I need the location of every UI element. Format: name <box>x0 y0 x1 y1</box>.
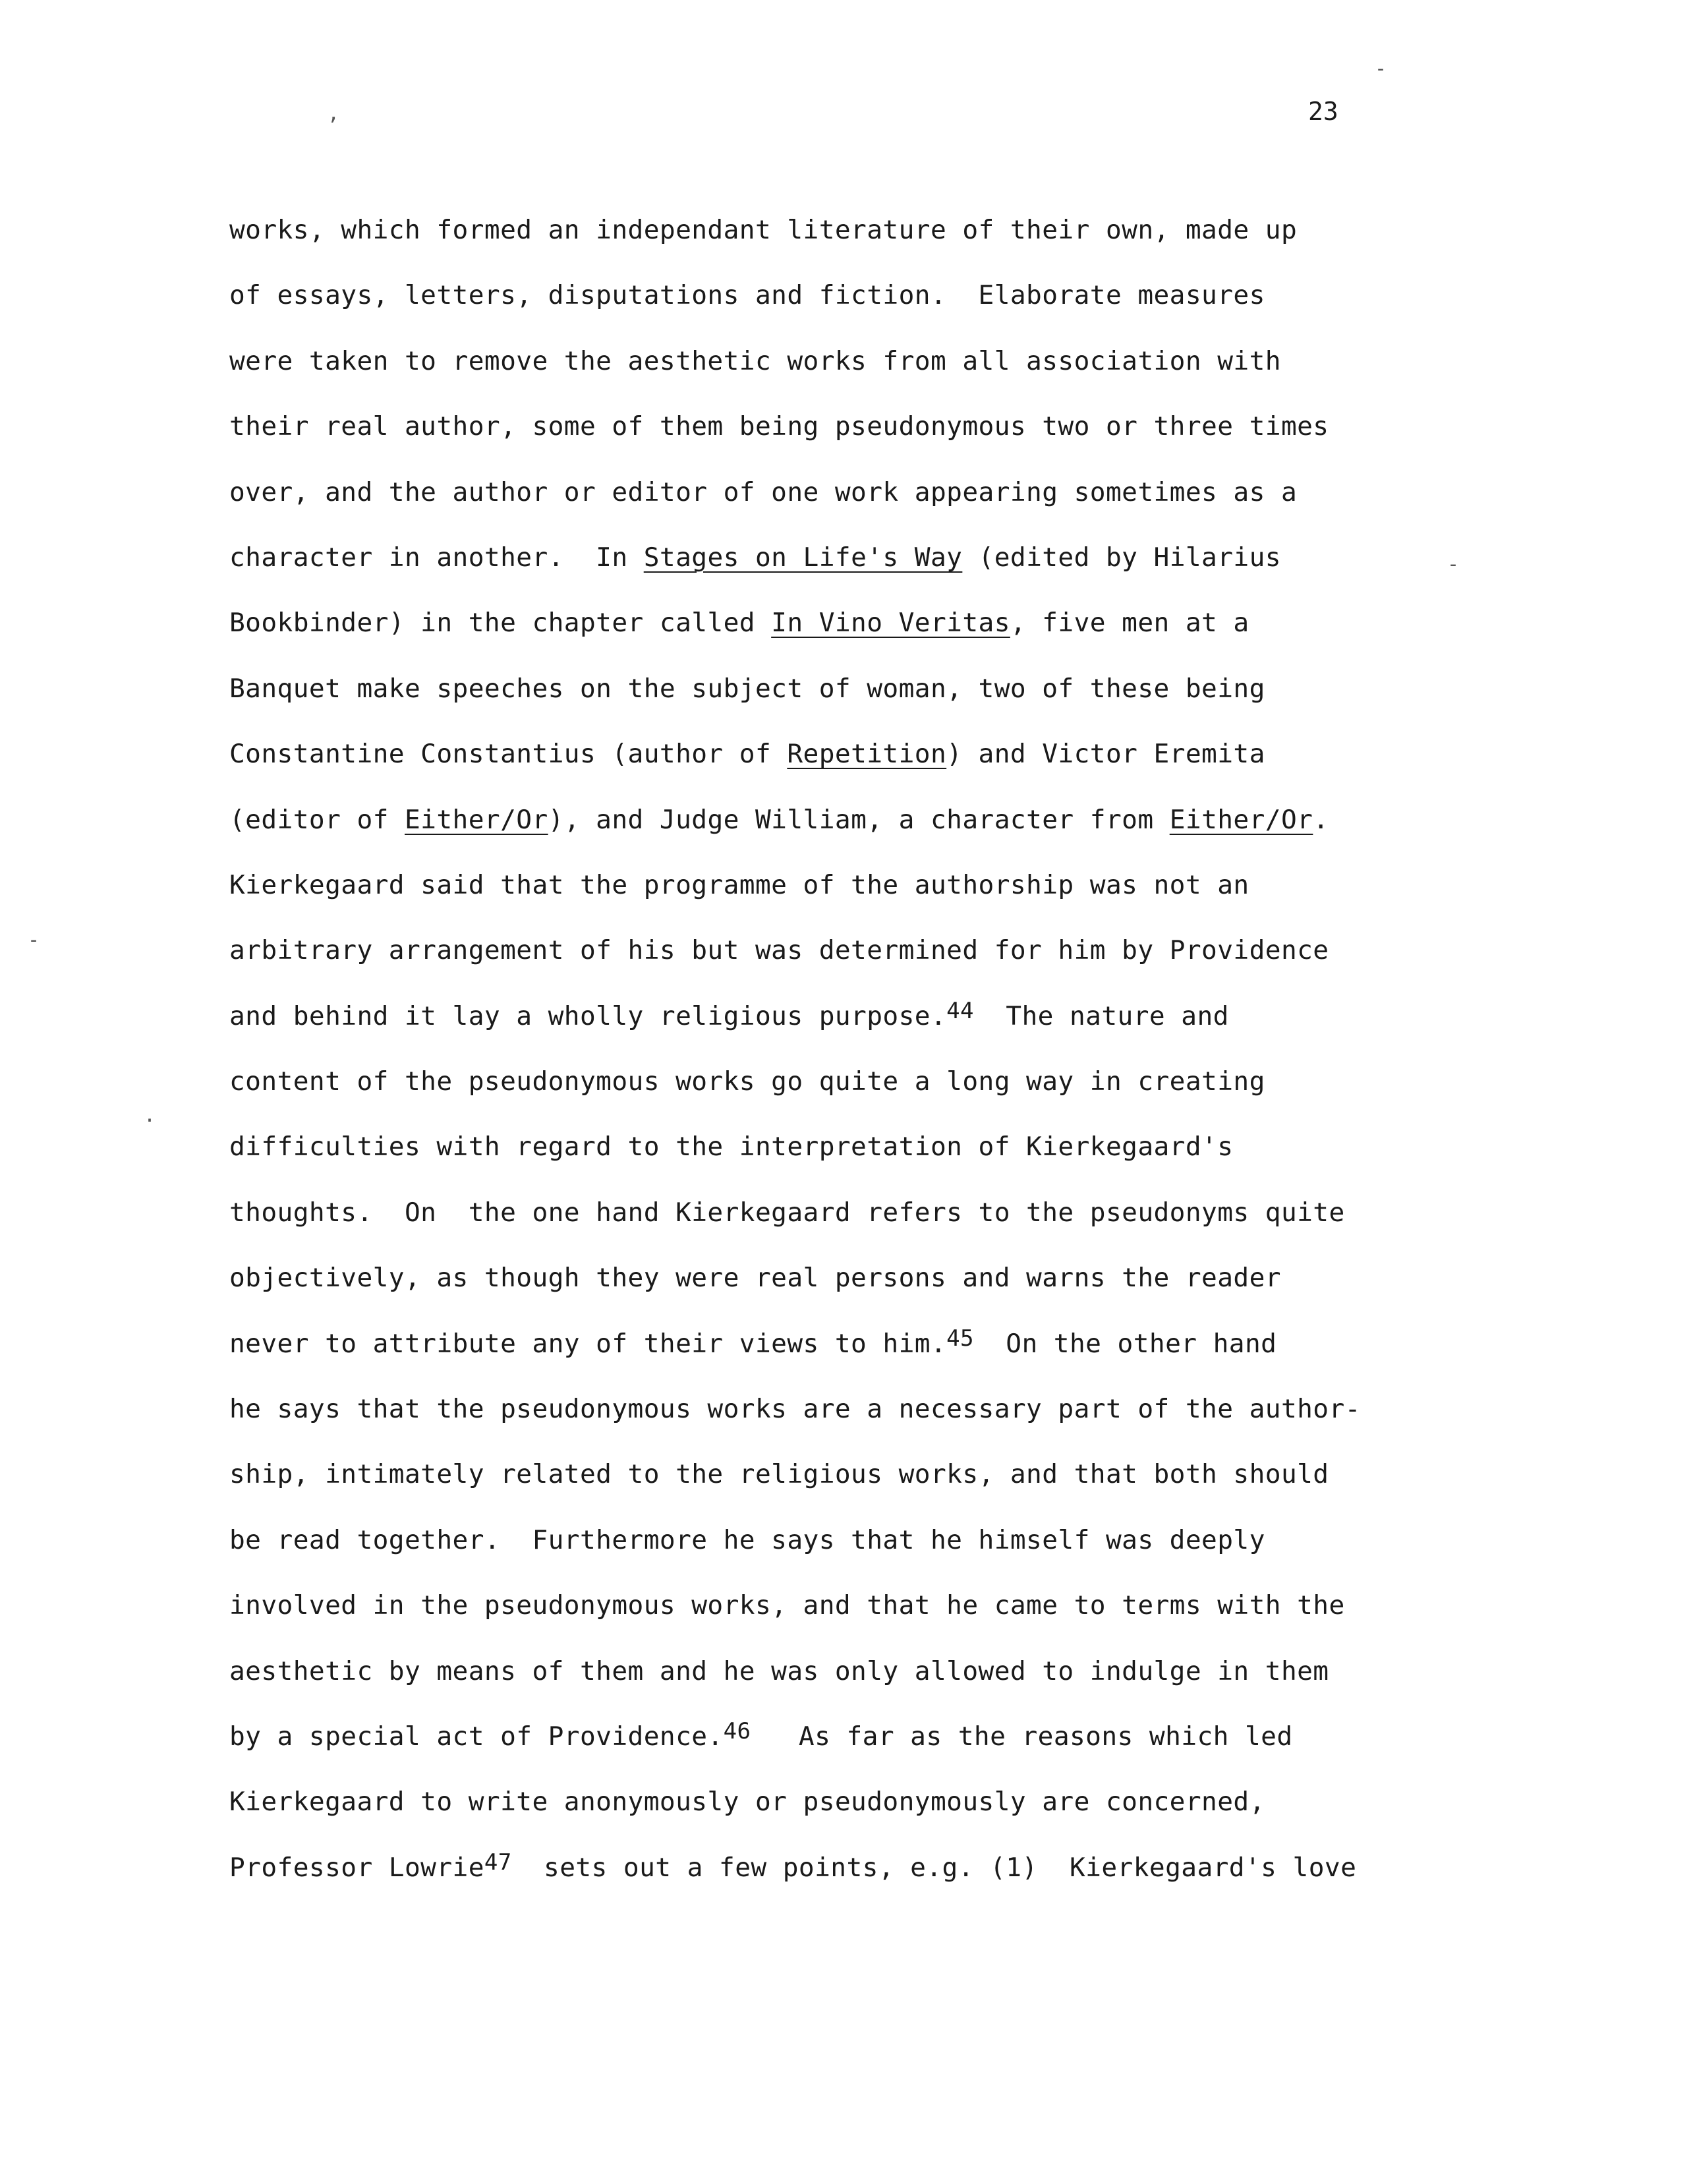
text-line: (editor of Either/Or), and Judge William, a character from Either/Or. <box>229 804 1329 835</box>
body-text <box>229 198 1481 1901</box>
book-title: Either/Or <box>405 804 548 835</box>
text-line: works, which formed an independant literature of their own, made up <box>229 215 1298 245</box>
footnote-marker: 46 <box>723 1717 751 1744</box>
stray-mark: - <box>1447 553 1460 576</box>
stray-mark: . <box>144 1104 156 1127</box>
footnote-marker: 47 <box>484 1849 512 1876</box>
text-line: their real author, some of them being pseudonymous two or three times <box>229 411 1329 442</box>
text-line: Kierkegaard said that the programme of the authorship was not an <box>229 869 1249 900</box>
footnote-marker: 45 <box>946 1325 974 1352</box>
stray-mark: , <box>328 102 340 125</box>
text-line: arbitrary arrangement of his but was determined for him by Providence <box>229 935 1329 966</box>
text-line: character in another. In Stages on Life's Way (edited by Hilarius <box>229 542 1281 573</box>
text-line: difficulties with regard to the interpretation of Kierkegaard's <box>229 1132 1234 1163</box>
text-line: aesthetic by means of them and he was only allowed to indulge in them <box>229 1655 1329 1686</box>
text-line: thoughts. On the one hand Kierkegaard refers to the pseudonyms quite <box>229 1197 1345 1228</box>
text-line: were taken to remove the aesthetic works from all association with <box>229 345 1281 376</box>
text-line: Bookbinder) in the chapter called In Vino Veritas, five men at a <box>229 608 1249 639</box>
stray-mark: - <box>28 929 40 952</box>
text-line: Banquet make speeches on the subject of woman, two of these being <box>229 673 1265 704</box>
text-line: Professor Lowrie$^{47}$ sets out a few points, e.g. (1) Kierkegaard's love <box>229 1849 1357 1883</box>
text-line: ship, intimately related to the religious works, and that both should <box>229 1459 1329 1490</box>
text-line: content of the pseudonymous works go quite a long way in creating <box>229 1066 1265 1097</box>
text-line: Constantine Constantius (author of Repetition) and Victor Eremita <box>229 739 1265 770</box>
text-line: be read together. Furthermore he says that he himself was deeply <box>229 1524 1265 1555</box>
text-line: he says that the pseudonymous works are a necessary part of the author- <box>229 1394 1361 1425</box>
text-line: of essays, letters, disputations and fiction. Elaborate measures <box>229 280 1265 311</box>
book-title: Either/Or <box>1169 804 1313 835</box>
page-number: 23 <box>1308 97 1338 126</box>
text-line: Kierkegaard to write anonymously or pseudonymously are concerned, <box>229 1787 1265 1818</box>
text-line: involved in the pseudonymous works, and that he came to terms with the <box>229 1590 1345 1621</box>
book-title: Stages on Life's Way <box>643 542 963 573</box>
book-title: In Vino Veritas <box>771 608 1010 639</box>
book-title: Repetition <box>787 739 947 770</box>
stray-mark: - <box>1375 57 1387 80</box>
text-line: never to attribute any of their views to him.$^{45}$ On the other hand <box>229 1325 1277 1359</box>
text-line: by a special act of Providence.$^{46}$ As far as the reasons which led <box>229 1717 1293 1752</box>
text-line: over, and the author or editor of one work appearing sometimes as a <box>229 476 1298 507</box>
text-line: and behind it lay a wholly religious purpose.$^{44}$ The nature and <box>229 997 1229 1031</box>
footnote-marker: 44 <box>946 997 974 1024</box>
text-line: objectively, as though they were real persons and warns the reader <box>229 1263 1281 1294</box>
